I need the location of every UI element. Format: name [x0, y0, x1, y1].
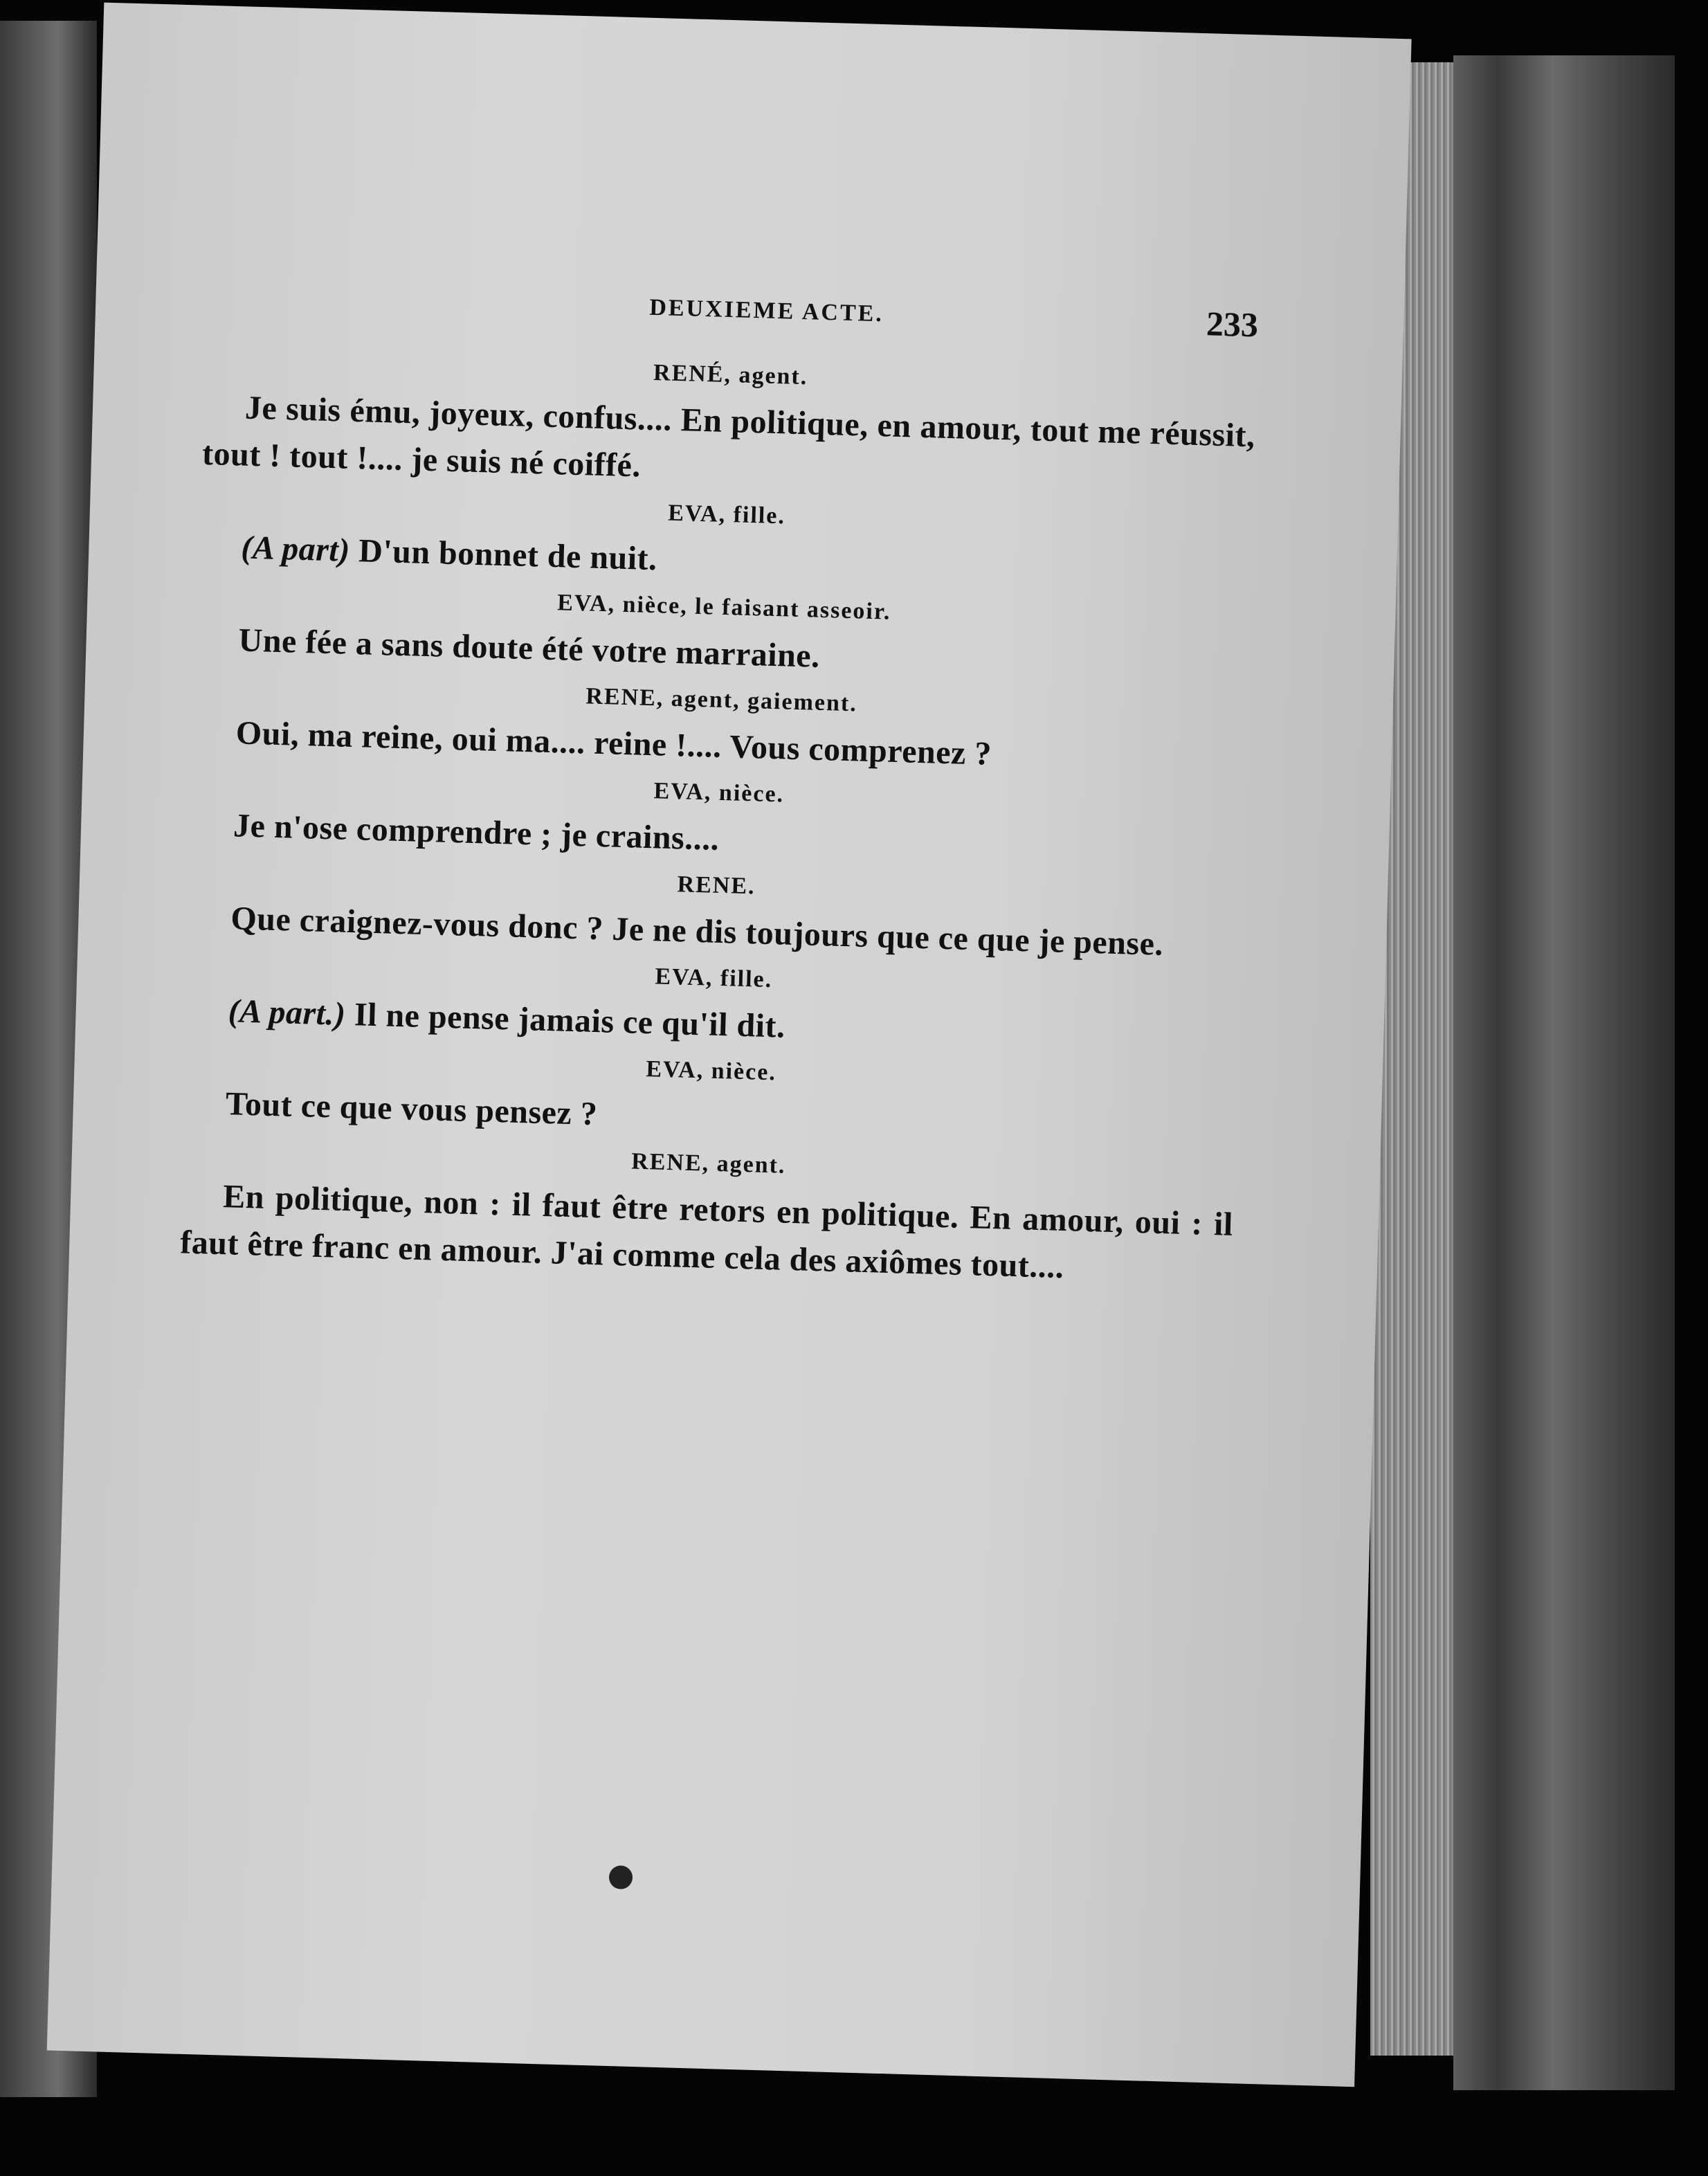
speaker-label: RENE, agent, gaiement. [585, 683, 858, 717]
ink-blot [609, 1865, 633, 1889]
speaker-label: EVA, fille. [667, 500, 786, 529]
page-number: 233 [1206, 304, 1259, 345]
speech-line: Il ne pense jamais ce qu'il dit. [345, 995, 786, 1045]
speech-text: Je n'ose comprendre ; je crains.... [233, 807, 720, 858]
book-spine [1453, 55, 1675, 2090]
speaker-label: EVA, nièce. [645, 1056, 777, 1086]
speaker-label: EVA, fille. [655, 963, 773, 993]
book-page [47, 3, 1412, 2087]
stage-direction: (A part.) [228, 992, 347, 1033]
speaker-label: RENE, agent. [630, 1148, 786, 1179]
speech-text: Oui, ma reine, oui ma.... reine !.... Vous comprenez ? [235, 714, 992, 772]
speaker-label: EVA, nièce, le faisant asseoir. [556, 590, 891, 625]
speech-text: En politique, non : il faut être retors en politique. En amour, oui : il faut être franc en amour. J'ai comme cela des axiômes tout.... [179, 1178, 1234, 1286]
speaker-label: RENÉ, agent. [653, 359, 808, 390]
speech-line: D'un bonnet de nuit. [349, 532, 658, 578]
speech-text: Que craignez-vous donc ? Je ne dis toujours que ce que je pense. [230, 900, 1164, 963]
running-title: DEUXIEME ACTE. [648, 294, 884, 327]
stage-direction: (A part) [240, 529, 351, 569]
speaker-label: RENE. [677, 871, 756, 900]
speech-text: Je suis ému, joyeux, confus.... En politique, en amour, tout me réussit, tout ! tout !.... je suis né coiffé. [201, 389, 1256, 484]
speech-text: Tout ce que vous pensez ? [225, 1085, 598, 1133]
speaker-label: EVA, nièce. [653, 778, 785, 808]
page-text [179, 275, 1258, 1296]
speech-text: Une fée a sans doute été votre marraine. [237, 622, 821, 675]
